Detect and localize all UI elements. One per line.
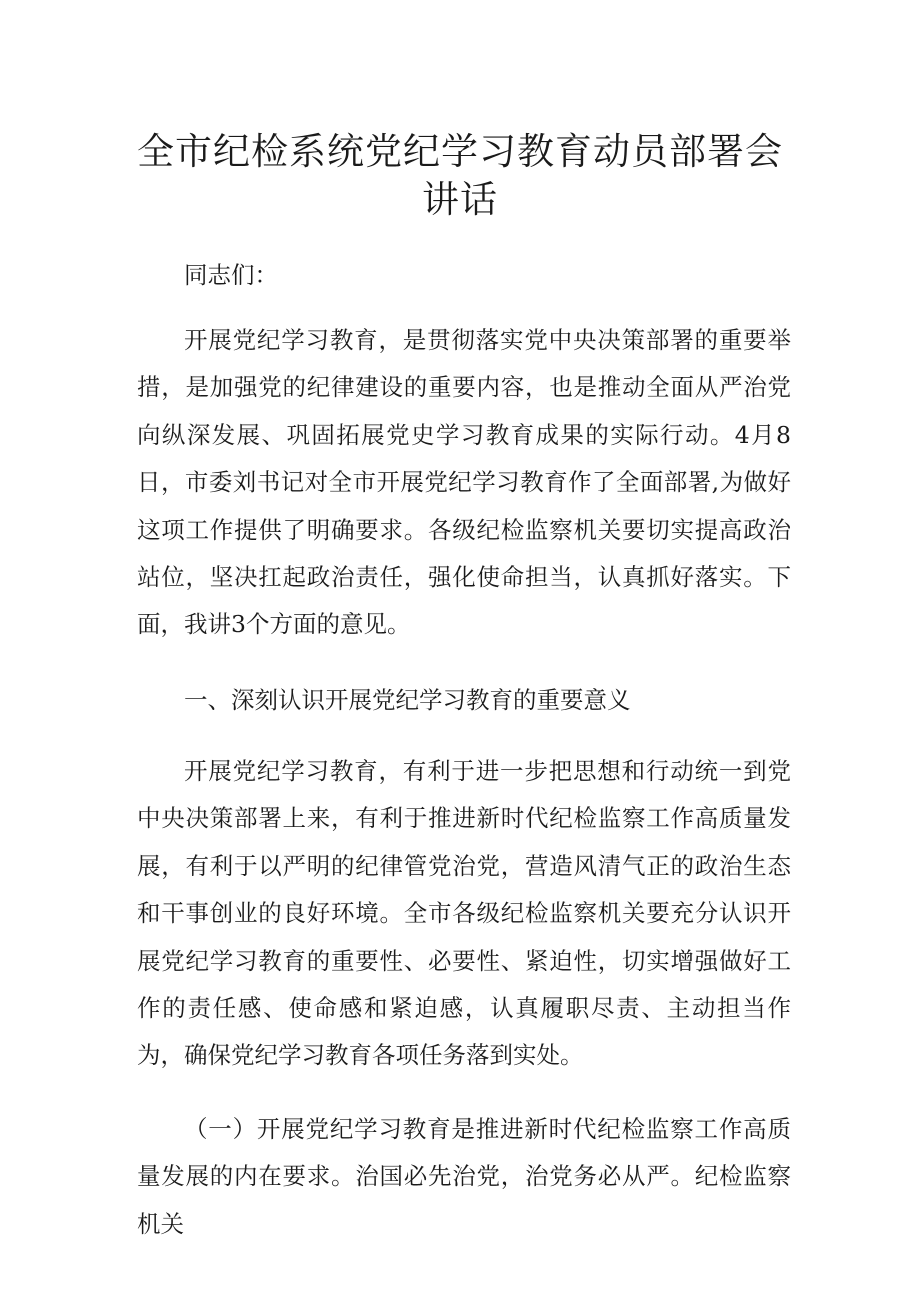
paragraph-intro: 开展党纪学习教育，是贯彻落实党中央决策部署的重要举措，是加强党的纪律建设的重要内容，也是推动全面从严治党向纵深发展、巩固拓展党史学习教育成果的实际行动。4月8日，市委刘书记对全市开展党纪学习教育作了全面部署,为做好这项工作提供了明确要求。各级纪检监察机关要切实提高政治站位，坚决扛起政治责任，强化使命担当，认真抓好落实。下面，我讲3个方面的意见。 [137,326,791,639]
paragraph-significance: 开展党纪学习教育，有利于进一步把思想和行动统一到党中央决策部署上来，有利于推进新时代纪检监察工作高质量发展，有利于以严明的纪律管党治党，营造风清气正的政治生态和干事创业的良好环境。全市各级纪检监察机关要充分认识开展党纪学习教育的重要性、必要性、紧迫性，切实增强做好工作的责任感、使命感和紧迫感，认真履职尽责、主动担当作为，确保党纪学习教育各项任务落到实处。 [137,757,791,1070]
subsection-heading-1: （一）开展党纪学习教育是推进新时代纪检监察工作高质量发展的内在要求。治国必先治党，治党务必从严。纪检监察机关 [137,1115,791,1238]
salutation: 同志们： [184,261,278,289]
section-heading-1: 一、深刻认识开展党纪学习教育的重要意义 [184,686,631,714]
document-title: 全市纪检系统党纪学习教育动员部署会讲话 [137,130,783,221]
